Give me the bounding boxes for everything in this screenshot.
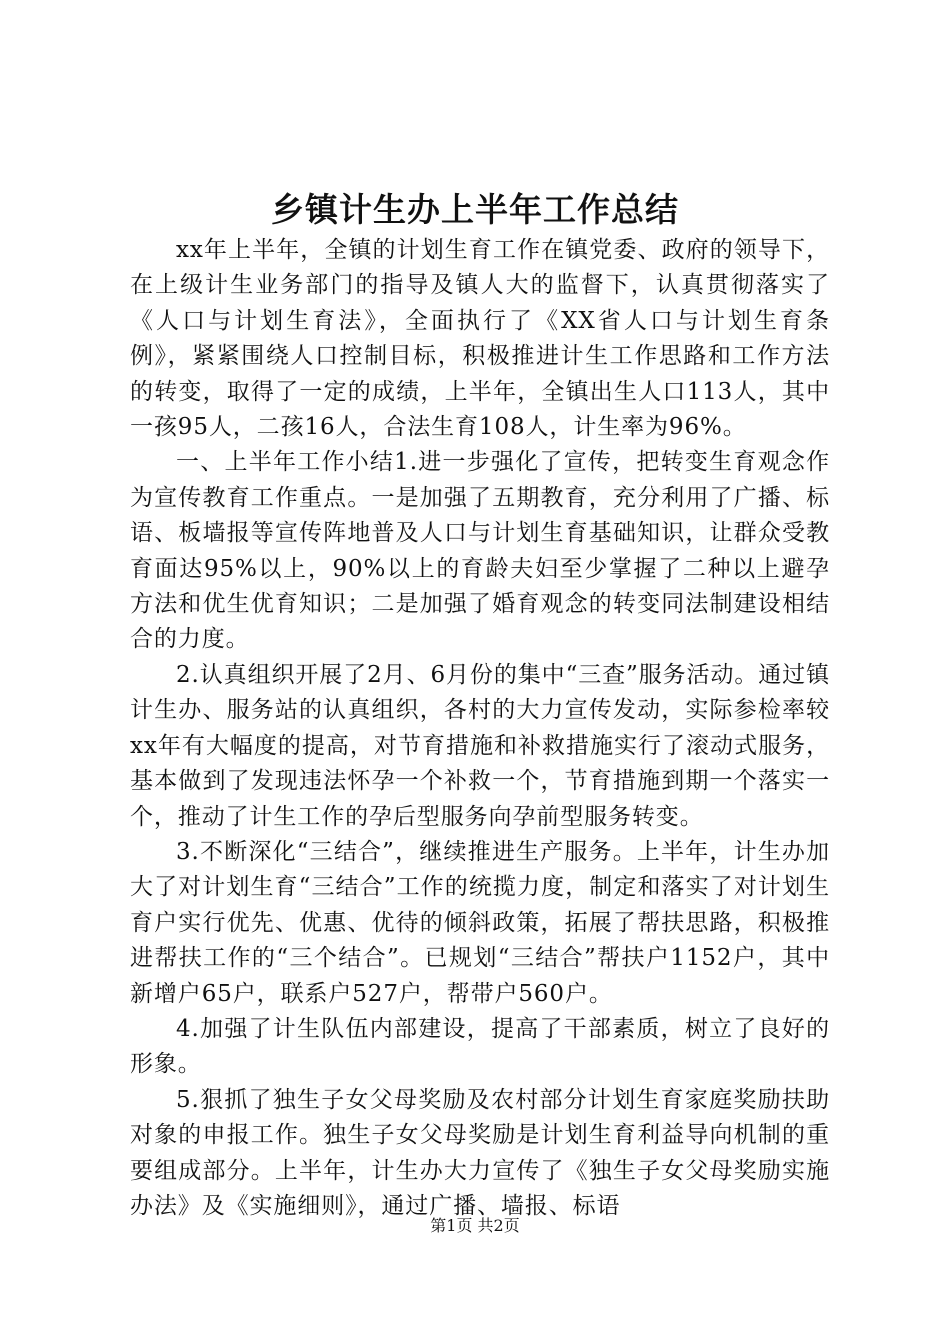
paragraph-item-5: 5.狠抓了独生子女父母奖励及农村部分计划生育家庭奖励扶助对象的申报工作。独生子女父母奖励是计划生育利益导向机制的重要组成部分。上半年，计生办大力宣传了《独生子女父母奖励实施办法》及《实施细则》，通过广播、墙报、标语 [130, 1086, 830, 1219]
paragraph-intro: xx年上半年，全镇的计划生育工作在镇党委、政府的领导下，在上级计生业务部门的指导及镇人大的监督下，认真贯彻落实了《人口与计划生育法》，全面执行了《XX省人口与计划生育条例》，紧紧围绕人口控制目标，积极推进计生工作思路和工作方法的转变，取得了一定的成绩，上半年，全镇出生人口113人，其中一孩95人，二孩16人，合法生育108人，计生率为96%。 [130, 237, 830, 441]
paragraph-section-1: 一、上半年工作小结1.进一步强化了宣传，把转变生育观念作为宣传教育工作重点。一是加强了五期教育，充分利用了广播、标语、板墙报等宣传阵地普及人口与计划生育基础知识，让群众受教育面达95%以上，90%以上的育龄夫妇至少掌握了二种以上避孕方法和优生优育知识；二是加强了婚育观念的转变同法制建设相结合的力度。 [130, 449, 830, 653]
page-number-footer: 第1页 共2页 [430, 1216, 520, 1235]
paragraph-item-3: 3.不断深化“三结合”，继续推进生产服务。上半年，计生办加大了对计划生育“三结合”工作的统揽力度，制定和落实了对计划生育户实行优先、优惠、优待的倾斜政策，拓展了帮扶思路，积极推进帮扶工作的“三个结合”。已规划“三结合”帮扶户1152户，其中新增户65户，联系户527户，帮带户560户。 [130, 838, 830, 1007]
document-title: 乡镇计生办上半年工作总结 [271, 190, 679, 229]
paragraph-item-2: 2.认真组织开展了2月、6月份的集中“三查”服务活动。通过镇计生办、服务站的认真组织，各村的大力宣传发动，实际参检率较xx年有大幅度的提高，对节育措施和补救措施实行了滚动式服务，基本做到了发现违法怀孕一个补救一个，节育措施到期一个落实一个，推动了计生工作的孕后型服务向孕前型服务转变。 [130, 661, 830, 830]
document-body [130, 233, 830, 1224]
paragraph-item-4: 4.加强了计生队伍内部建设，提高了干部素质，树立了良好的形象。 [130, 1015, 830, 1078]
